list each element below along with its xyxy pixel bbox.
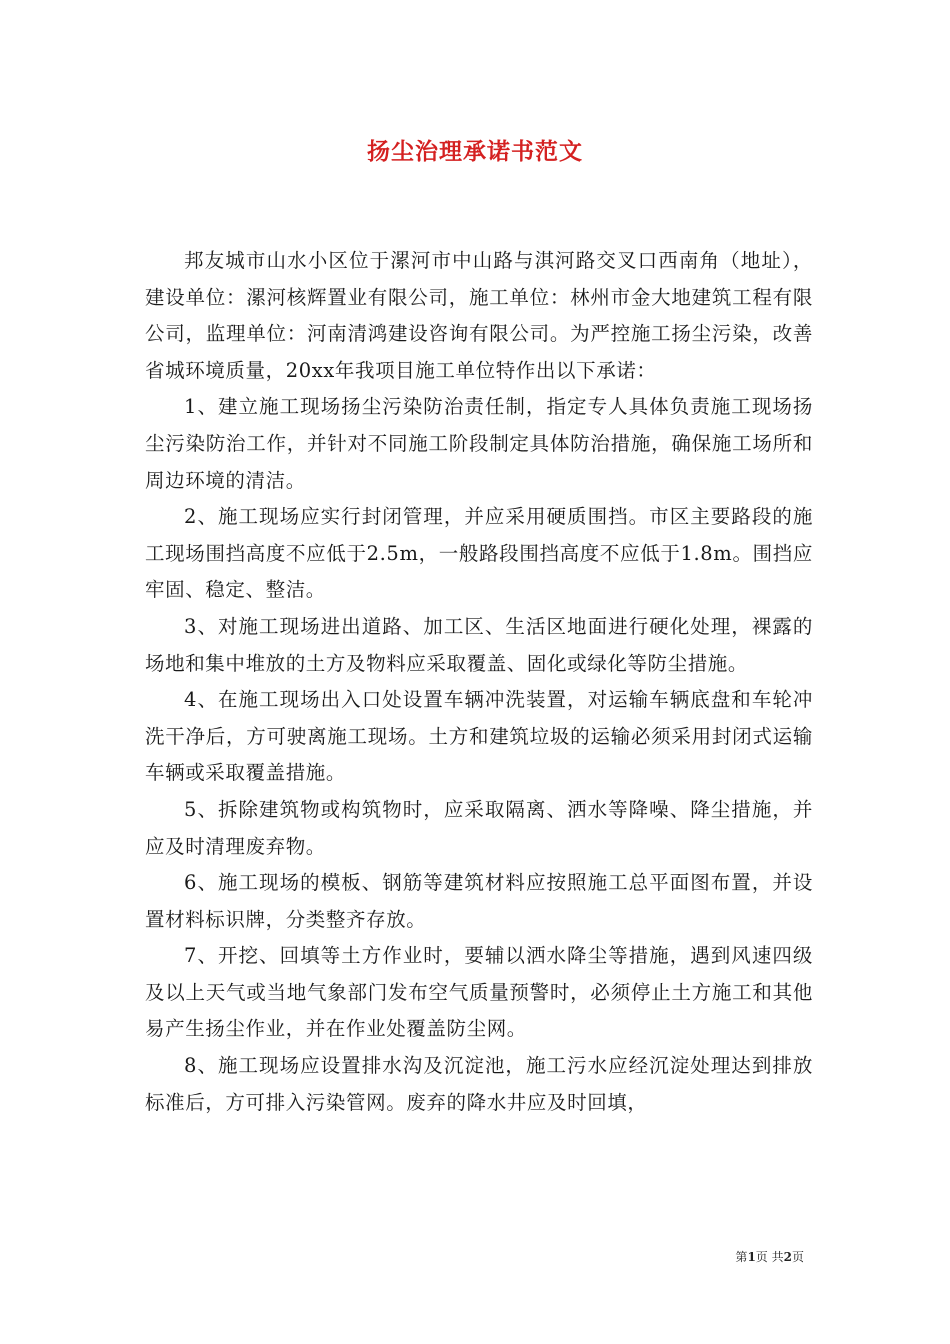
commitment-item-6: 6、施工现场的模板、钢筋等建筑材料应按照施工总平面图布置，并设置材料标识牌，分类整齐存放。 <box>145 871 813 931</box>
footer-suffix: 页 <box>791 1250 804 1264</box>
intro-paragraph: 邦友城市山水小区位于漯河市中山路与淇河路交叉口西南角（地址），建设单位：漯河核辉置业有限公司，施工单位：林州市金大地建筑工程有限公司，监理单位：河南清鸿建设咨询有限公司。为严控施工扬尘污染，改善省城环境质量，20xx年我项目施工单位特作出以下承诺： <box>145 249 813 382</box>
commitment-item-4: 4、在施工现场出入口处设置车辆冲洗装置，对运输车辆底盘和车轮冲洗干净后，方可驶离施工现场。土方和建筑垃圾的运输必须采用封闭式运输车辆或采取覆盖措施。 <box>145 688 813 785</box>
footer-prefix: 第 <box>735 1250 748 1264</box>
current-page-number: 1 <box>747 1250 756 1264</box>
commitment-item-1: 1、建立施工现场扬尘污染防治责任制，指定专人具体负责施工现场扬尘污染防治工作，并针对不同施工阶段制定具体防治措施，确保施工场所和周边环境的清洁。 <box>145 395 813 492</box>
footer-middle: 页 共 <box>755 1250 784 1264</box>
page-number-footer <box>735 1248 804 1265</box>
commitment-item-7: 7、开挖、回填等土方作业时，要辅以洒水降尘等措施，遇到风速四级及以上天气或当地气象部门发布空气质量预警时，必须停止土方施工和其他易产生扬尘作业，并在作业处覆盖防尘网。 <box>145 944 813 1041</box>
document-body <box>145 243 813 1121</box>
commitment-item-2: 2、施工现场应实行封闭管理，并应采用硬质围挡。市区主要路段的施工现场围挡高度不应低于2.5m，一般路段围挡高度不应低于1.8m。围挡应牢固、稳定、整洁。 <box>145 505 813 602</box>
commitment-item-8: 8、施工现场应设置排水沟及沉淀池，施工污水应经沉淀处理达到排放标准后，方可排入污染管网。废弃的降水井应及时回填， <box>145 1054 813 1114</box>
document-title: 扬尘治理承诺书范文 <box>367 138 583 165</box>
commitment-item-5: 5、拆除建筑物或构筑物时，应采取隔离、洒水等降噪、降尘措施，并应及时清理废弃物。 <box>145 797 813 858</box>
commitment-item-3: 3、对施工现场进出道路、加工区、生活区地面进行硬化处理，裸露的场地和集中堆放的土方及物料应采取覆盖、固化或绿化等防尘措施。 <box>145 614 813 675</box>
total-pages-number: 2 <box>783 1250 792 1264</box>
